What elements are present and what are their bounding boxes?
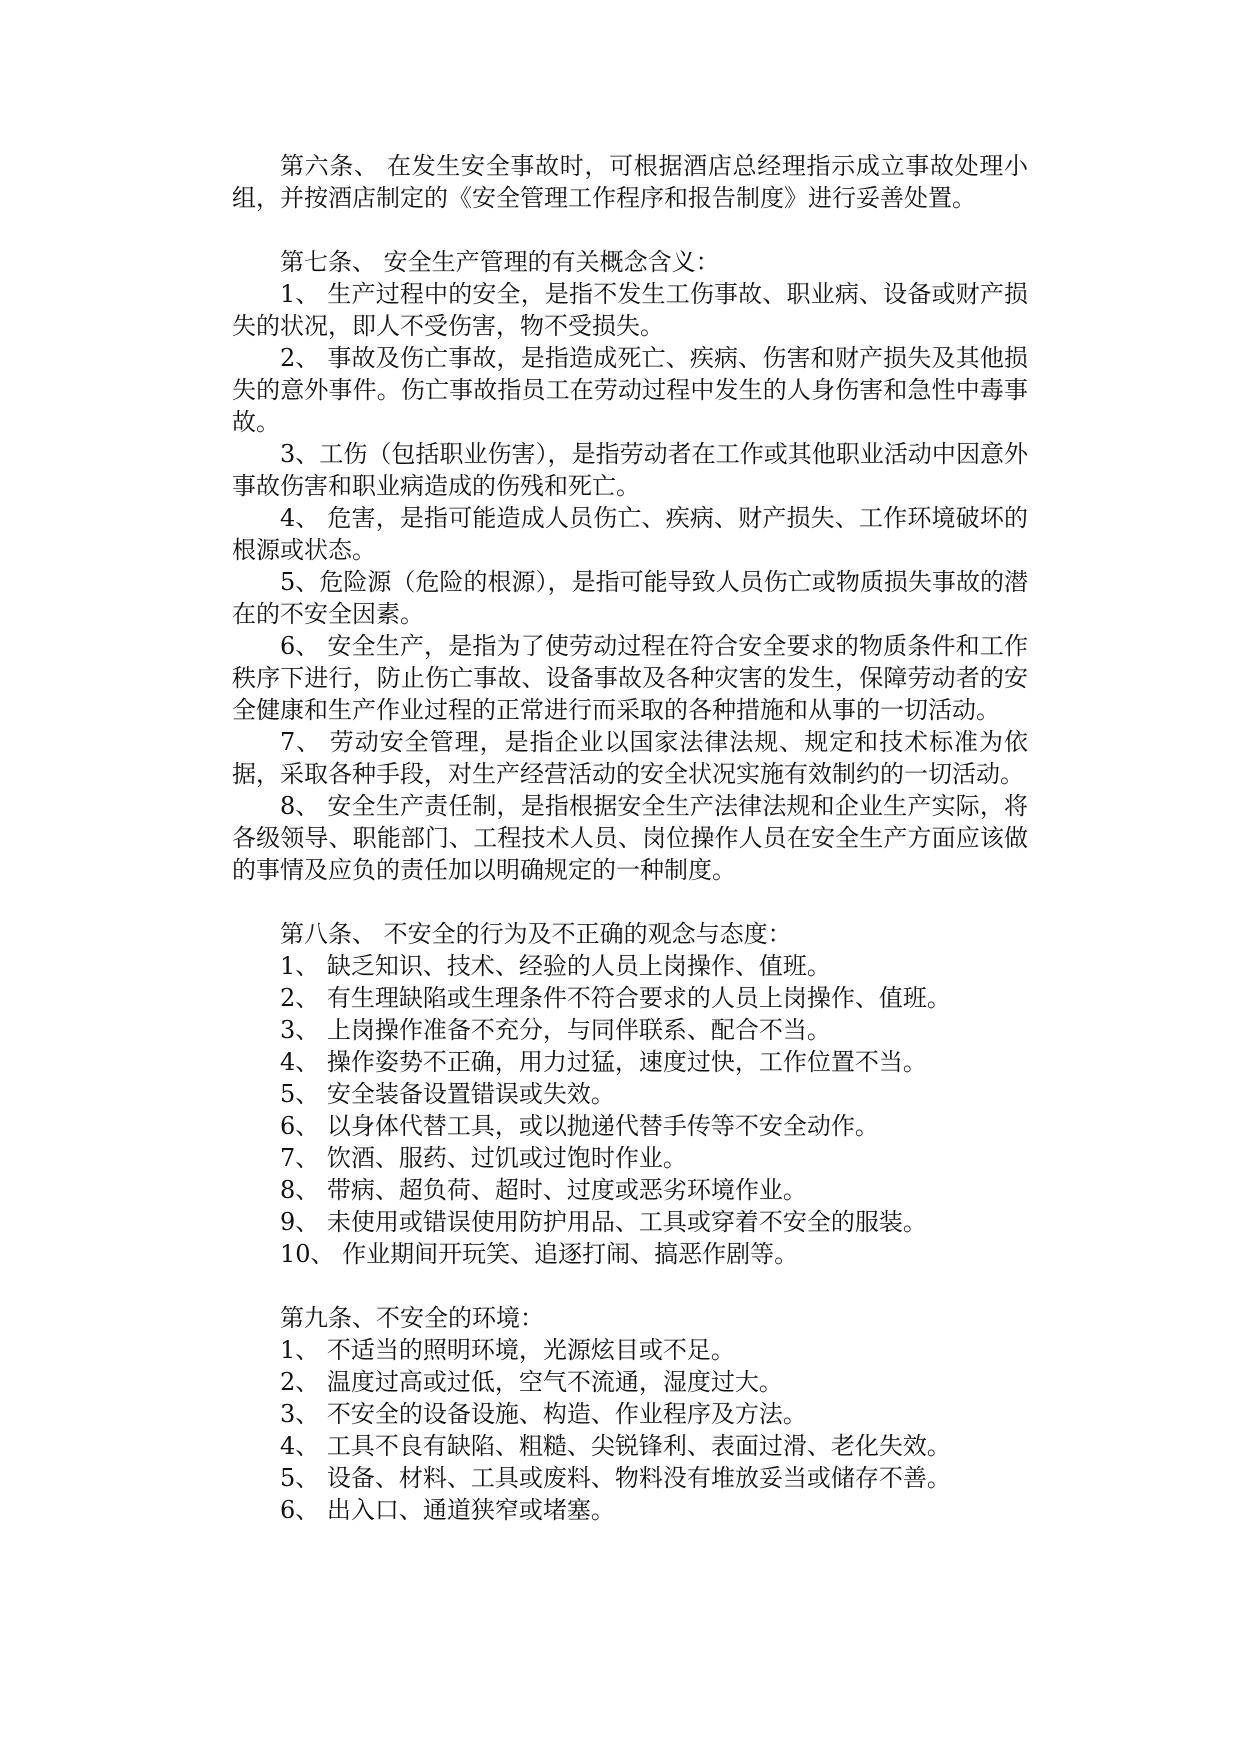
article-9-item-1: 1、 不适当的照明环境，光源炫目或不足。 — [280, 1336, 735, 1364]
article-8 — [232, 918, 1028, 1270]
article-7-item-6: 6、 安全生产，是指为了使劳动过程在符合安全要求的物质条件和工作秩序下进行，防止伤亡事故、设备事故及各种灾害的发生，保障劳动者的安全健康和生产作业过程的正常进行而采取的各种措施和从事的一切活动。 — [232, 632, 1028, 724]
article-9-item-2: 2、 温度过高或过低，空气不流通，湿度过大。 — [280, 1368, 783, 1396]
article-8-item-3: 3、 上岗操作准备不充分，与同伴联系、配合不当。 — [280, 1016, 831, 1044]
article-8-item-5: 5、 安全装备设置错误或失效。 — [280, 1080, 615, 1108]
article-6-paragraph: 第六条、 在发生安全事故时，可根据酒店总经理指示成立事故处理小组，并按酒店制定的《安全管理工作程序和报告制度》进行妥善处置。 — [232, 152, 1028, 212]
article-7 — [232, 246, 1028, 886]
article-7-heading: 第七条、 安全生产管理的有关概念含义： — [280, 248, 720, 276]
article-8-heading: 第八条、 不安全的行为及不正确的观念与态度： — [280, 920, 792, 948]
article-8-item-2: 2、 有生理缺陷或生理条件不符合要求的人员上岗操作、值班。 — [280, 984, 951, 1012]
article-9-item-5: 5、 设备、材料、工具或废料、物料没有堆放妥当或储存不善。 — [280, 1464, 951, 1492]
article-8-item-8: 8、 带病、超负荷、超时、过度或恶劣环境作业。 — [280, 1176, 807, 1204]
article-7-item-4: 4、 危害，是指可能造成人员伤亡、疾病、财产损失、工作环境破坏的根源或状态。 — [232, 504, 1028, 564]
article-8-item-7: 7、 饮酒、服药、过饥或过饱时作业。 — [280, 1144, 687, 1172]
article-9-item-3: 3、 不安全的设备设施、构造、作业程序及方法。 — [280, 1400, 807, 1428]
article-8-item-1: 1、 缺乏知识、技术、经验的人员上岗操作、值班。 — [280, 952, 831, 980]
article-7-item-2: 2、 事故及伤亡事故，是指造成死亡、疾病、伤害和财产损失及其他损失的意外事件。伤亡事故指员工在劳动过程中发生的人身伤害和急性中毒事故。 — [232, 344, 1028, 436]
article-7-item-3: 3、工伤（包括职业伤害），是指劳动者在工作或其他职业活动中因意外事故伤害和职业病造成的伤残和死亡。 — [232, 440, 1028, 500]
article-9 — [232, 1302, 1028, 1526]
document-body — [232, 150, 1028, 1526]
article-8-item-10: 10、 作业期间开玩笑、追逐打闹、搞恶作剧等。 — [280, 1240, 799, 1268]
article-9-item-4: 4、 工具不良有缺陷、粗糙、尖锐锋利、表面过滑、老化失效。 — [280, 1432, 951, 1460]
article-6 — [232, 150, 1028, 214]
article-7-item-7: 7、 劳动安全管理，是指企业以国家法律法规、规定和技术标准为依据，采取各种手段，对生产经营活动的安全状况实施有效制约的一切活动。 — [232, 728, 1028, 788]
article-7-item-5: 5、危险源（危险的根源），是指可能导致人员伤亡或物质损失事故的潜在的不安全因素。 — [232, 568, 1028, 628]
article-7-item-8: 8、 安全生产责任制，是指根据安全生产法律法规和企业生产实际，将各级领导、职能部门、工程技术人员、岗位操作人员在安全生产方面应该做的事情及应负的责任加以明确规定的一种制度。 — [232, 792, 1028, 884]
article-8-item-4: 4、 操作姿势不正确，用力过猛，速度过快，工作位置不当。 — [280, 1048, 927, 1076]
article-9-item-6: 6、 出入口、通道狭窄或堵塞。 — [280, 1496, 615, 1524]
article-8-item-6: 6、 以身体代替工具，或以抛递代替手传等不安全动作。 — [280, 1112, 879, 1140]
article-7-item-1: 1、 生产过程中的安全，是指不发生工伤事故、职业病、设备或财产损失的状况，即人不受伤害，物不受损失。 — [232, 280, 1028, 340]
article-8-item-9: 9、 未使用或错误使用防护用品、工具或穿着不安全的服装。 — [280, 1208, 927, 1236]
article-9-heading: 第九条、不安全的环境： — [280, 1304, 544, 1332]
